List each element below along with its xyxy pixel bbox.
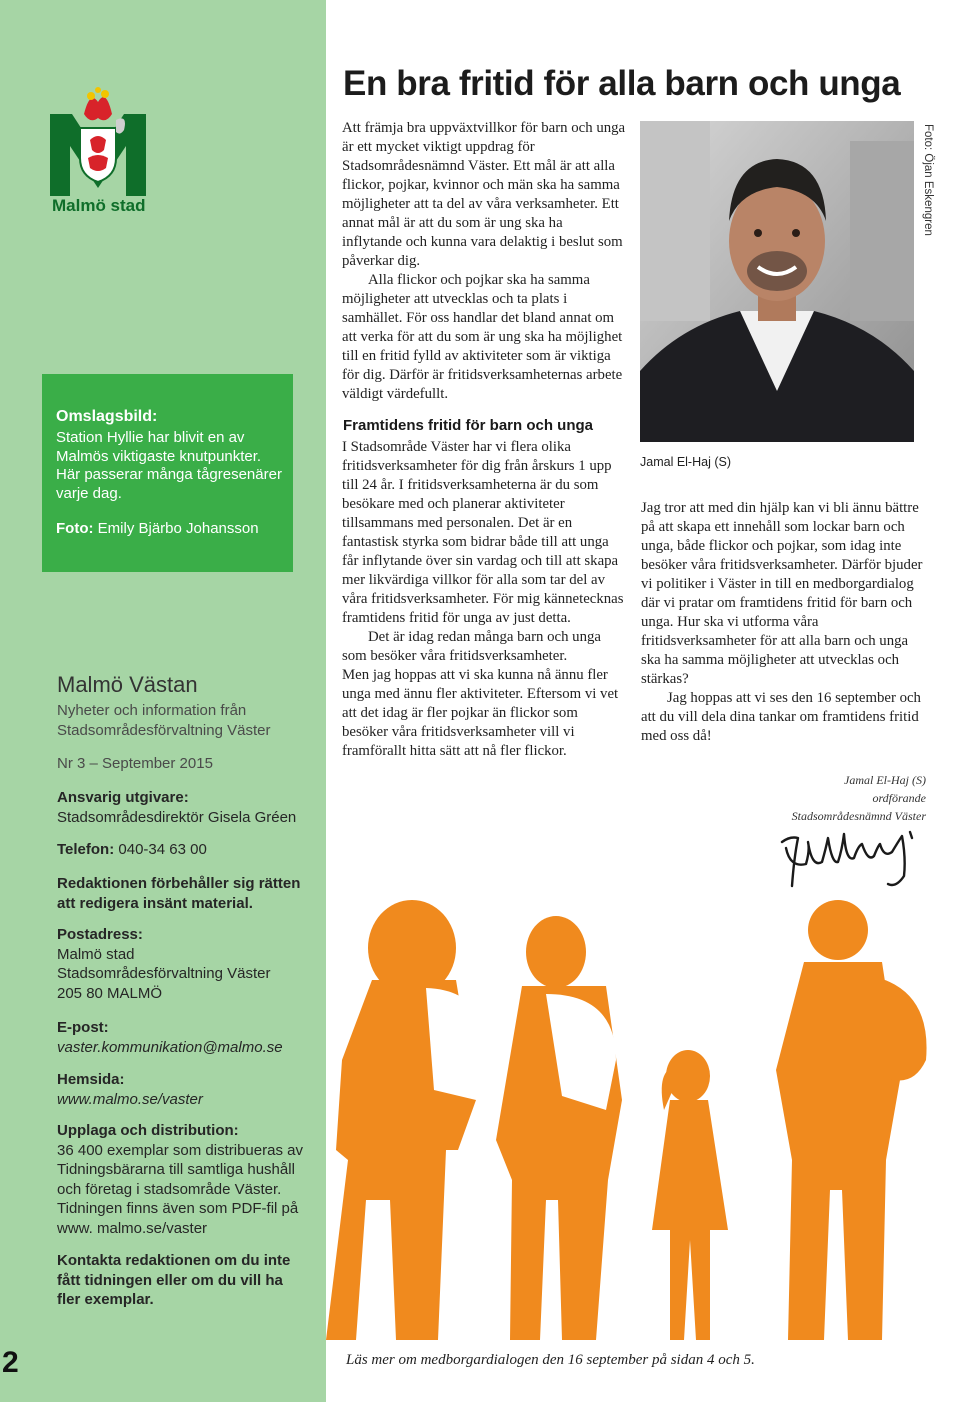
youth-silhouettes-illustration bbox=[326, 900, 960, 1350]
phone-label: Telefon: bbox=[57, 841, 115, 858]
circulation-text: 36 400 exemplar som distribueras av Tidningsbärarna till samtliga hushåll och företag i stadsområde Väster. Tidningen finns även som PDF-fil på www. malmo.se/vaster bbox=[57, 1141, 303, 1237]
web-block bbox=[57, 1070, 203, 1109]
masthead-title: Malmö Västan bbox=[57, 672, 198, 697]
article-column-3 bbox=[641, 499, 925, 746]
publisher-block bbox=[57, 788, 296, 827]
cover-info-box bbox=[42, 374, 293, 572]
handwritten-signature bbox=[776, 828, 922, 894]
editorial-reservation: Redaktionen förbehåller sig rätten att redigera insänt material. bbox=[57, 875, 301, 912]
portrait-photo bbox=[640, 121, 914, 442]
email-label: E-post: bbox=[57, 1019, 109, 1036]
publisher-name: Stadsområdesdirektör Gisela Gréen bbox=[57, 808, 297, 826]
malmo-stad-logo bbox=[42, 84, 162, 224]
publisher-label: Ansvarig utgivare: bbox=[57, 789, 189, 806]
cover-label: Omslagsbild: bbox=[56, 408, 158, 425]
web-label: Hemsida: bbox=[57, 1071, 125, 1088]
col3-paragraph: Jag hoppas att vi ses den 16 september och att du vill dela dina tankar om framtidens fritid med oss då! bbox=[641, 690, 921, 744]
photo-caption: Jamal El-Haj (S) bbox=[640, 455, 731, 469]
signature-role: ordförande bbox=[872, 791, 926, 805]
footer-note: Läs mer om medborgardialogen den 16 september på sidan 4 och 5. bbox=[346, 1352, 755, 1368]
signature-block bbox=[700, 771, 926, 825]
signature-org: Stadsområdesnämnd Väster bbox=[791, 809, 926, 823]
portrait-illustration bbox=[640, 121, 914, 442]
email-block bbox=[57, 1018, 283, 1057]
article-body bbox=[342, 438, 626, 761]
cover-text: Station Hyllie har blivit en av Malmös viktigaste knutpunkter. Här passerar många tågresenärer varje dag. bbox=[56, 429, 282, 502]
photo-credit-text: Foto: Öjan Eskengren bbox=[922, 124, 934, 236]
article-headline: En bra fritid för alla barn och unga bbox=[343, 64, 901, 103]
address-line: Malmö stad bbox=[57, 945, 135, 963]
address-line: Stadsområdesförvaltning Väster bbox=[57, 965, 271, 982]
photo-credit bbox=[920, 124, 936, 324]
contact-note: Kontakta redaktionen om du inte fått tidningen eller om du vill ha fler exemplar. bbox=[57, 1252, 291, 1308]
intro-paragraph: Att främja bra uppväxtvillkor för barn och unga är ett mycket viktigt uppdrag för Stadsområdesnämnd Väster. Ett mål är att alla flickor, pojkar, kvinnor och män ska ha samma möjligheter att ta del av våra verksamheter. Ett annat mål är att du som är ung ska ha inflytande och kunna vara delaktig i beslut som påverkar dig. bbox=[342, 120, 626, 269]
cover-photo-name: Emily Bjärbo Johansson bbox=[97, 520, 259, 537]
body-paragraph: Det är idag redan många barn och unga som besöker våra fritidsverksamheter. bbox=[342, 629, 601, 664]
address-line: 205 80 MALMÖ bbox=[57, 984, 163, 1002]
sidebar bbox=[0, 0, 326, 1402]
issue-number: Nr 3 – September 2015 bbox=[57, 755, 213, 772]
body-paragraph: Men jag hoppas att vi ska kunna nå ännu fler unga med ännu fler aktiviteter. Eftersom vi vet att det idag är fler pojkar än flickor som besöker våra fritidsverksamheter vill vi framförallt hitta sätt att nå fler flickor. bbox=[342, 667, 619, 759]
circulation-label: Upplaga och distribution: bbox=[57, 1122, 239, 1139]
web-link[interactable]: www.malmo.se/vaster bbox=[57, 1090, 203, 1108]
logo-text: Malmö stad bbox=[52, 196, 146, 215]
article-subheading: Framtidens fritid för barn och unga bbox=[343, 417, 594, 434]
body-paragraph: I Stadsområde Väster har vi flera olika fritidsverksamheter för dig från årskurs 1 upp till 24 år. I fritidsverksamheterna är du som besökare med och planerar aktiviteter tillsammans med personalen. Det är en fantastisk styrka som bidrar både till att unga får inflytande över sin vardag och till att skapa mer likvärdiga villkor för alla som tar del av våra fritidsverksamheter. För mig kännetecknas framtidens fritid för unga av just detta. bbox=[342, 439, 624, 626]
article-intro bbox=[342, 119, 626, 404]
col3-paragraph: Jag tror att med din hjälp kan vi bli ännu bättre på att skapa ett innehåll som lockar barn och unga, både flickor och pojkar, som idag inte besöker våra fritidsverksamheter. Därför bjuder vi politiker i Väster in till en medborgardialog där vi pratar om framtidens fritid för barn och unga. Hur ska vi utforma våra fritidsverksamheter för att alla barn och unga ska ha samma möjligheter att utvecklas och stärkas? bbox=[641, 500, 923, 687]
cover-photo-credit bbox=[56, 520, 259, 537]
coat-of-arms-icon bbox=[50, 84, 146, 196]
circulation-block bbox=[57, 1121, 309, 1238]
page-number: 2 bbox=[2, 1346, 19, 1379]
intro-paragraph: Alla flickor och pojkar ska ha samma möjligheter att utvecklas och ta plats i samhället. För oss handlar det bland annat om att verka för att du som är ung ska ha möjlighet till en fritid fylld av aktiviteter som är viktiga för dig. Därför är fritidsverksamheternas arbete väldigt värdefullt. bbox=[342, 272, 623, 402]
phone-number: 040-34 63 00 bbox=[118, 841, 207, 858]
masthead-subtitle: Nyheter och information från Stadsområdesförvaltning Väster bbox=[57, 702, 271, 739]
signature-name: Jamal El-Haj (S) bbox=[844, 773, 926, 787]
email-link[interactable]: vaster.kommunikation@malmo.se bbox=[57, 1038, 283, 1056]
address-block bbox=[57, 925, 270, 1003]
cover-photo-label: Foto: bbox=[56, 520, 94, 537]
phone-block bbox=[57, 840, 207, 860]
address-label: Postadress: bbox=[57, 926, 143, 943]
